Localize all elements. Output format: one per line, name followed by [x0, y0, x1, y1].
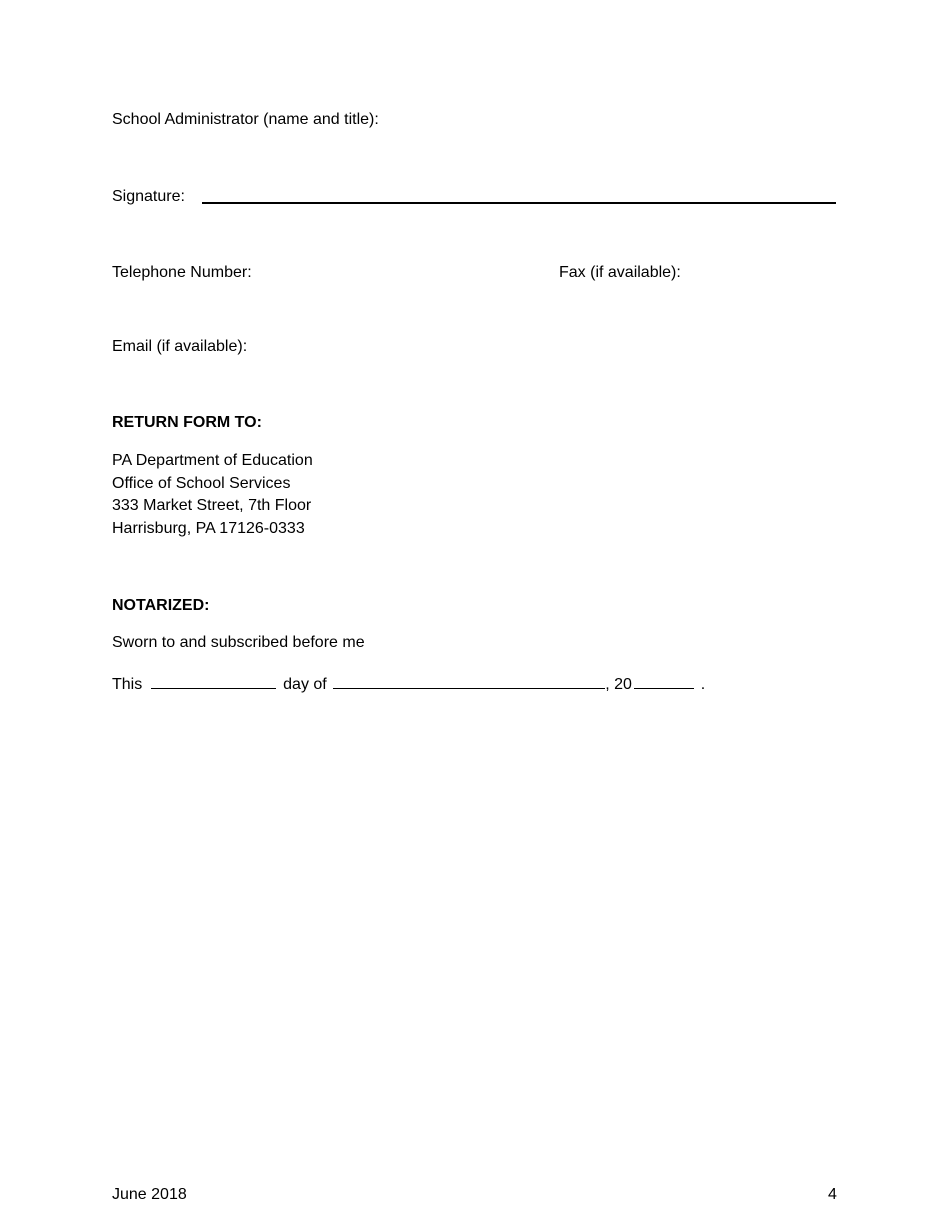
signature-label: Signature: — [112, 188, 185, 205]
return-heading: RETURN FORM TO: — [112, 414, 262, 431]
this-label: This — [112, 676, 143, 693]
telephone-label: Telephone Number: — [112, 264, 252, 281]
period: . — [700, 676, 706, 693]
sworn-text: Sworn to and subscribed before me — [112, 634, 365, 651]
month-blank[interactable] — [333, 672, 605, 689]
year-blank[interactable] — [634, 672, 694, 689]
page-number: 4 — [828, 1186, 837, 1203]
footer-date: June 2018 — [112, 1186, 187, 1203]
address-line: Harrisburg, PA 17126-0333 — [112, 519, 305, 537]
address-line: 333 Market Street, 7th Floor — [112, 497, 312, 515]
notary-date-line — [112, 672, 705, 695]
day-blank[interactable] — [151, 672, 276, 689]
address-line: PA Department of Education — [112, 452, 313, 469]
address-line: Office of School Services — [112, 474, 291, 492]
year-prefix: , 20 — [605, 676, 632, 693]
email-label: Email (if available): — [112, 338, 248, 355]
return-address — [112, 450, 313, 540]
fax-label: Fax (if available): — [559, 264, 681, 281]
notarized-heading: NOTARIZED: — [112, 597, 210, 614]
day-of-label: day of — [283, 676, 327, 693]
signature-line[interactable] — [202, 202, 836, 204]
administrator-label: School Administrator (name and title): — [112, 111, 379, 128]
